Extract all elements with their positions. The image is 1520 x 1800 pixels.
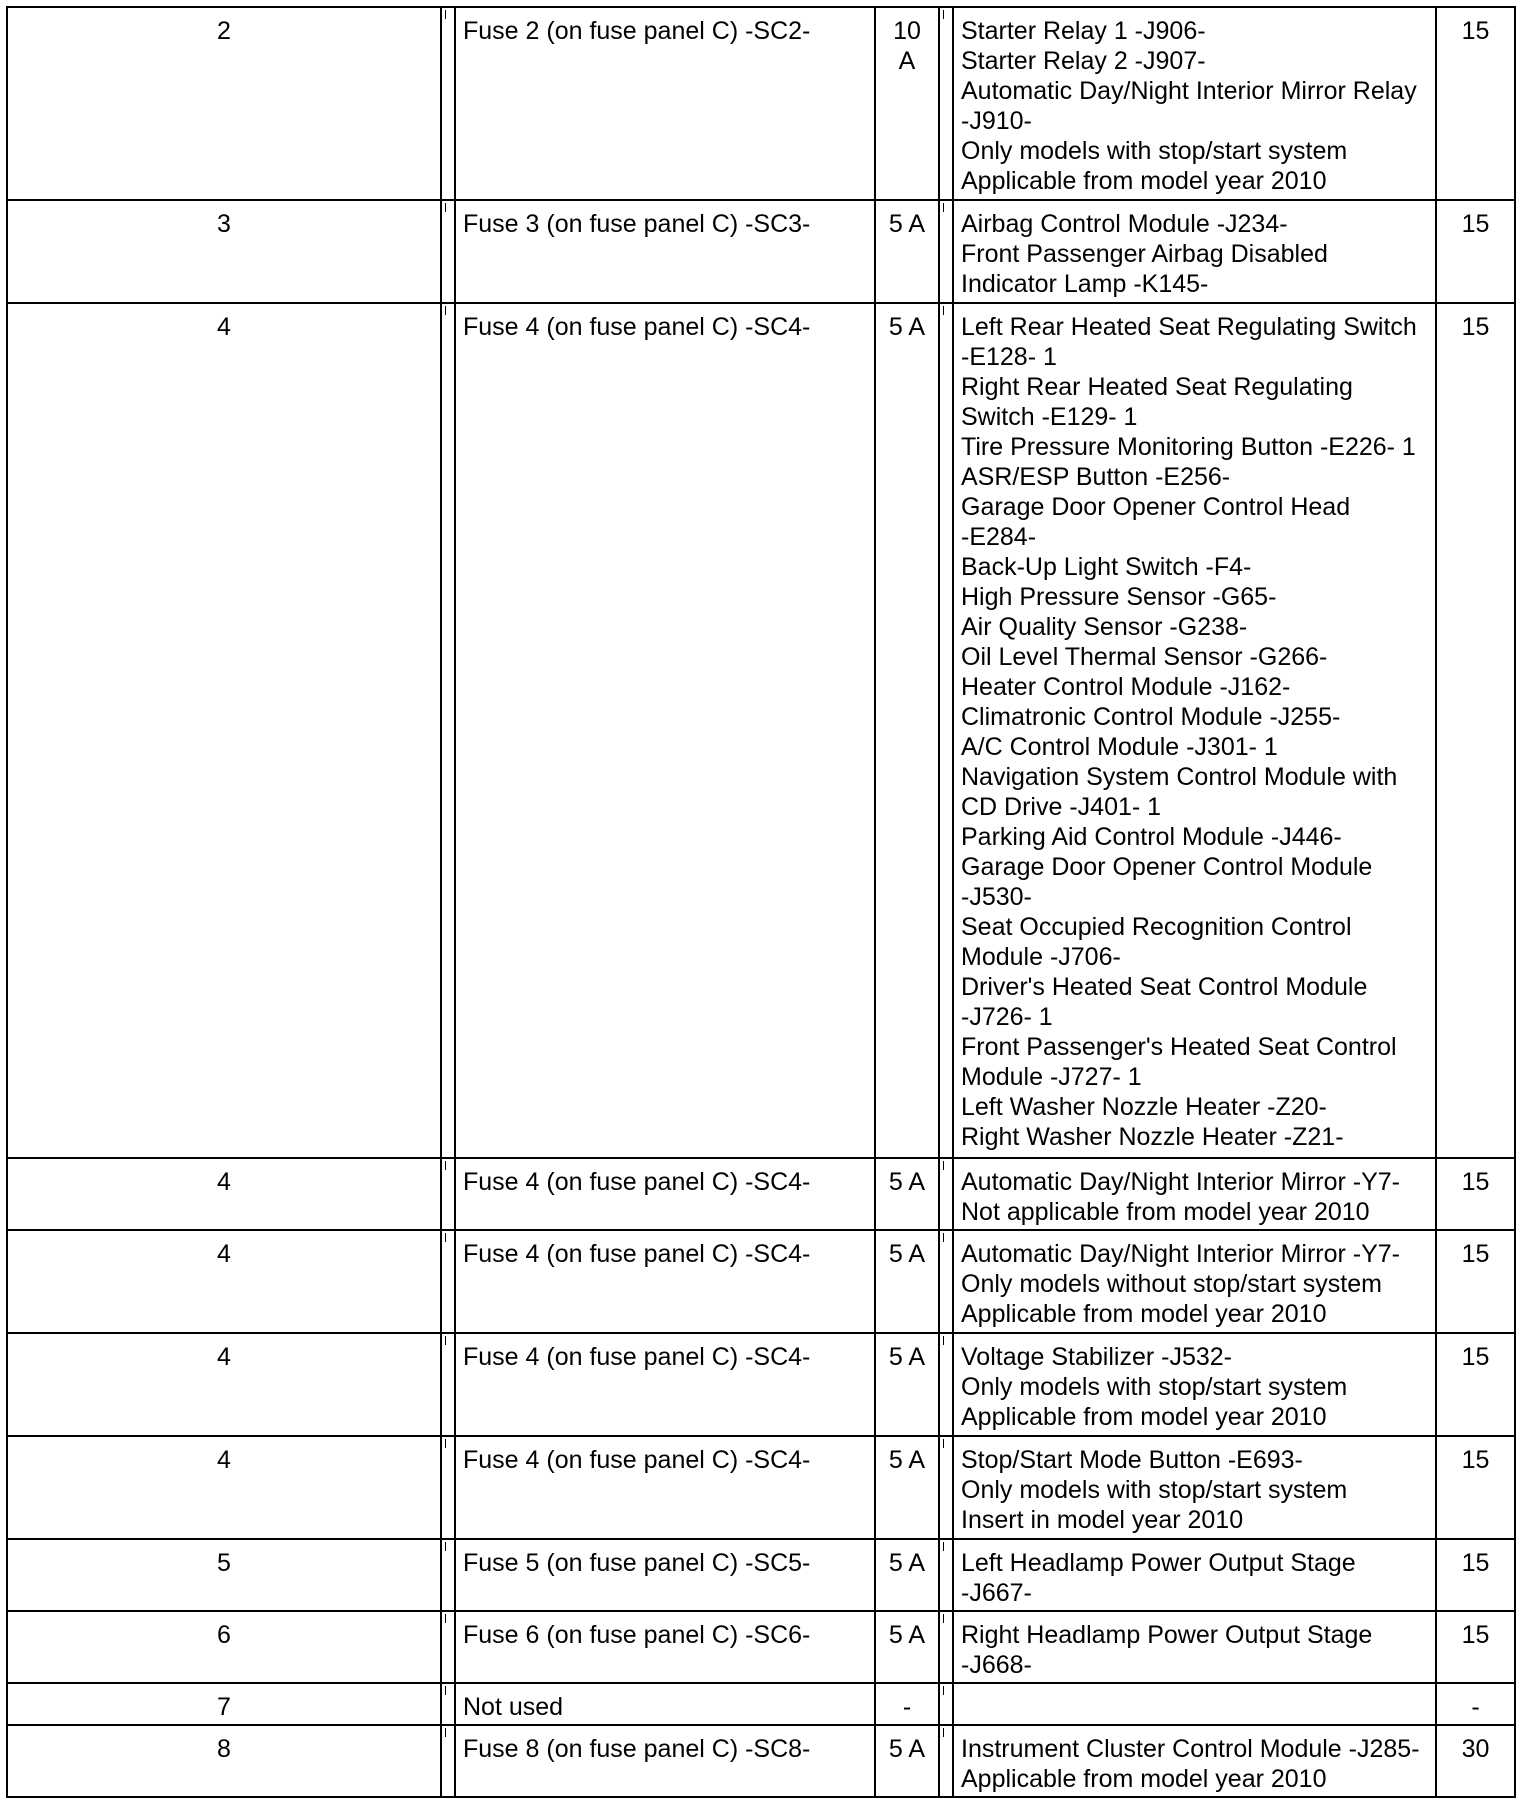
amperage-value: 5 A: [888, 1446, 926, 1474]
spacer-cell: [441, 200, 455, 303]
amperage-value: 5 A: [888, 1735, 926, 1763]
fuse-number-cell: 4: [7, 1436, 441, 1539]
amperage-cell: [875, 1683, 939, 1725]
spacer-cell: [939, 1611, 953, 1683]
terminal-cell: 15: [1436, 303, 1515, 1158]
table-row: [7, 1333, 1515, 1436]
component-line: A/C Control Module -J301- 1: [961, 733, 1278, 761]
fuse-description-cell: Fuse 6 (on fuse panel C) -SC6-: [455, 1611, 875, 1683]
fuse-description-cell: Fuse 8 (on fuse panel C) -SC8-: [455, 1725, 875, 1797]
amperage-value: -: [902, 1693, 912, 1721]
component-line: Applicable from model year 2010: [961, 1765, 1327, 1793]
component-line: Insert in model year 2010: [961, 1506, 1244, 1534]
fuse-number-cell: 6: [7, 1611, 441, 1683]
component-line: Applicable from model year 2010: [961, 1300, 1327, 1328]
fuse-number-cell: 4: [7, 1230, 441, 1333]
fuse-description-cell: Fuse 2 (on fuse panel C) -SC2-: [455, 7, 875, 200]
component-line: ASR/ESP Button -E256-: [961, 463, 1231, 491]
components-cell: [953, 200, 1436, 303]
spacer-cell: [441, 1725, 455, 1797]
fuse-number-cell: 4: [7, 303, 441, 1158]
spacer-cell: [441, 303, 455, 1158]
component-line: Airbag Control Module -J234-: [961, 210, 1288, 238]
fuse-description-cell: Fuse 4 (on fuse panel C) -SC4-: [455, 303, 875, 1158]
spacer-cell: [939, 7, 953, 200]
component-line: Applicable from model year 2010: [961, 1403, 1327, 1431]
spacer-cell: [939, 1333, 953, 1436]
component-line: -J667-: [961, 1579, 1032, 1607]
spacer-cell: [441, 1230, 455, 1333]
table-row: [7, 1436, 1515, 1539]
fuse-description-cell: Fuse 4 (on fuse panel C) -SC4-: [455, 1436, 875, 1539]
fuse-number-cell: 4: [7, 1333, 441, 1436]
component-line: Only models with stop/start system: [961, 137, 1348, 165]
spacer-cell: [939, 1230, 953, 1333]
amperage-value: 5 A: [888, 313, 926, 341]
component-line: Voltage Stabilizer -J532-: [961, 1343, 1232, 1371]
fuse-description-cell: Fuse 3 (on fuse panel C) -SC3-: [455, 200, 875, 303]
fuse-assignment-table: [6, 6, 1516, 1798]
terminal-cell: 15: [1436, 1333, 1515, 1436]
spacer-cell: [939, 1683, 953, 1725]
fuse-number-cell: 3: [7, 200, 441, 303]
amperage-cell: [875, 1230, 939, 1333]
component-line: Automatic Day/Night Interior Mirror Relay: [961, 77, 1417, 105]
spacer-cell: [441, 1158, 455, 1230]
amperage-cell: [875, 200, 939, 303]
amperage-cell: [875, 1333, 939, 1436]
fuse-description-cell: Fuse 5 (on fuse panel C) -SC5-: [455, 1539, 875, 1611]
component-line: Right Washer Nozzle Heater -Z21-: [961, 1123, 1344, 1151]
component-line: Stop/Start Mode Button -E693-: [961, 1446, 1303, 1474]
spacer-cell: [939, 303, 953, 1158]
component-line: Left Rear Heated Seat Regulating Switch: [961, 313, 1417, 341]
component-line: -J726- 1: [961, 1003, 1053, 1031]
components-cell: [953, 1725, 1436, 1797]
spacer-cell: [939, 1539, 953, 1611]
component-line: -J910-: [961, 107, 1032, 135]
component-line: Oil Level Thermal Sensor -G266-: [961, 643, 1328, 671]
component-line: Garage Door Opener Control Head: [961, 493, 1351, 521]
spacer-cell: [939, 1158, 953, 1230]
fuse-description-cell: Fuse 4 (on fuse panel C) -SC4-: [455, 1230, 875, 1333]
components-cell: [953, 303, 1436, 1158]
component-line: Instrument Cluster Control Module -J285-: [961, 1735, 1420, 1763]
component-line: Right Rear Heated Seat Regulating: [961, 373, 1353, 401]
component-line: -E128- 1: [961, 343, 1057, 371]
components-cell: [953, 1230, 1436, 1333]
spacer-cell: [441, 1539, 455, 1611]
component-line: Front Passenger's Heated Seat Control: [961, 1033, 1397, 1061]
terminal-cell: 15: [1436, 200, 1515, 303]
fuse-description-cell: Fuse 4 (on fuse panel C) -SC4-: [455, 1333, 875, 1436]
component-line: -E284-: [961, 523, 1037, 551]
component-line: Automatic Day/Night Interior Mirror -Y7-: [961, 1240, 1401, 1268]
component-line: Only models without stop/start system: [961, 1270, 1382, 1298]
fuse-number-cell: 8: [7, 1725, 441, 1797]
component-line: Only models with stop/start system: [961, 1373, 1348, 1401]
spacer-cell: [939, 200, 953, 303]
amperage-cell: [875, 1158, 939, 1230]
component-line: Back-Up Light Switch -F4-: [961, 553, 1252, 581]
table-row: [7, 1725, 1515, 1797]
components-cell: [953, 1611, 1436, 1683]
terminal-cell: 15: [1436, 1230, 1515, 1333]
amperage-value: 5 A: [888, 210, 926, 238]
terminal-cell: 15: [1436, 1436, 1515, 1539]
component-line: Applicable from model year 2010: [961, 167, 1327, 195]
amperage-cell: [875, 1725, 939, 1797]
terminal-cell: 15: [1436, 1539, 1515, 1611]
table-row: [7, 7, 1515, 200]
component-line: Module -J727- 1: [961, 1063, 1142, 1091]
amperage-value: 5 A: [888, 1621, 926, 1649]
table-row: [7, 1683, 1515, 1725]
component-line: Not applicable from model year 2010: [961, 1198, 1370, 1226]
component-line: Switch -E129- 1: [961, 403, 1138, 431]
amperage-value: 5 A: [888, 1343, 926, 1371]
component-line: Left Headlamp Power Output Stage: [961, 1549, 1356, 1577]
component-line: Right Headlamp Power Output Stage: [961, 1621, 1373, 1649]
amperage-cell: [875, 303, 939, 1158]
fuse-description-cell: Fuse 4 (on fuse panel C) -SC4-: [455, 1158, 875, 1230]
component-line: Heater Control Module -J162-: [961, 673, 1291, 701]
component-line: High Pressure Sensor -G65-: [961, 583, 1277, 611]
component-line: Driver's Heated Seat Control Module: [961, 973, 1368, 1001]
component-line: Navigation System Control Module with: [961, 763, 1398, 791]
table-row: [7, 1539, 1515, 1611]
amperage-cell: [875, 1539, 939, 1611]
amperage-cell: [875, 1436, 939, 1539]
amperage-value: 5 A: [888, 1549, 926, 1577]
amperage-value: 5 A: [888, 1240, 926, 1268]
component-line: Tire Pressure Monitoring Button -E226- 1: [961, 433, 1416, 461]
fuse-description-cell: Not used: [455, 1683, 875, 1725]
fuse-number-cell: 2: [7, 7, 441, 200]
component-line: Module -J706-: [961, 943, 1121, 971]
spacer-cell: [441, 7, 455, 200]
table-row: [7, 1611, 1515, 1683]
terminal-cell: -: [1436, 1683, 1515, 1725]
spacer-cell: [939, 1436, 953, 1539]
amperage-cell: [875, 1611, 939, 1683]
terminal-cell: 15: [1436, 1611, 1515, 1683]
table-row: [7, 1158, 1515, 1230]
components-cell: [953, 1158, 1436, 1230]
component-line: Seat Occupied Recognition Control: [961, 913, 1352, 941]
component-line: -J530-: [961, 883, 1032, 911]
component-line: Indicator Lamp -K145-: [961, 270, 1209, 298]
fuse-number-cell: 5: [7, 1539, 441, 1611]
component-line: Front Passenger Airbag Disabled: [961, 240, 1328, 268]
spacer-cell: [939, 1725, 953, 1797]
component-line: Starter Relay 2 -J907-: [961, 47, 1206, 75]
terminal-cell: 30: [1436, 1725, 1515, 1797]
spacer-cell: [441, 1333, 455, 1436]
fuse-number-cell: 4: [7, 1158, 441, 1230]
spacer-cell: [441, 1611, 455, 1683]
component-line: Left Washer Nozzle Heater -Z20-: [961, 1093, 1327, 1121]
component-line: Automatic Day/Night Interior Mirror -Y7-: [961, 1168, 1401, 1196]
components-cell: [953, 1333, 1436, 1436]
component-line: Climatronic Control Module -J255-: [961, 703, 1341, 731]
spacer-cell: [441, 1683, 455, 1725]
table-row: [7, 1230, 1515, 1333]
component-line: -J668-: [961, 1651, 1032, 1679]
component-line: Air Quality Sensor -G238-: [961, 613, 1248, 641]
component-line: Parking Aid Control Module -J446-: [961, 823, 1342, 851]
terminal-cell: 15: [1436, 7, 1515, 200]
components-cell: [953, 1539, 1436, 1611]
components-cell: [953, 1683, 1436, 1725]
terminal-cell: 15: [1436, 1158, 1515, 1230]
component-line: CD Drive -J401- 1: [961, 793, 1162, 821]
amperage-value: 5 A: [888, 1168, 926, 1196]
amperage-cell: [875, 7, 939, 200]
components-cell: [953, 7, 1436, 200]
component-line: Garage Door Opener Control Module: [961, 853, 1373, 881]
table-row: [7, 200, 1515, 303]
fuse-table-body: [7, 7, 1515, 1797]
amperage-value: 10 A: [893, 17, 921, 75]
component-line: Starter Relay 1 -J906-: [961, 17, 1206, 45]
component-line: Only models with stop/start system: [961, 1476, 1348, 1504]
fuse-number-cell: 7: [7, 1683, 441, 1725]
spacer-cell: [441, 1436, 455, 1539]
table-row: [7, 303, 1515, 1158]
components-cell: [953, 1436, 1436, 1539]
